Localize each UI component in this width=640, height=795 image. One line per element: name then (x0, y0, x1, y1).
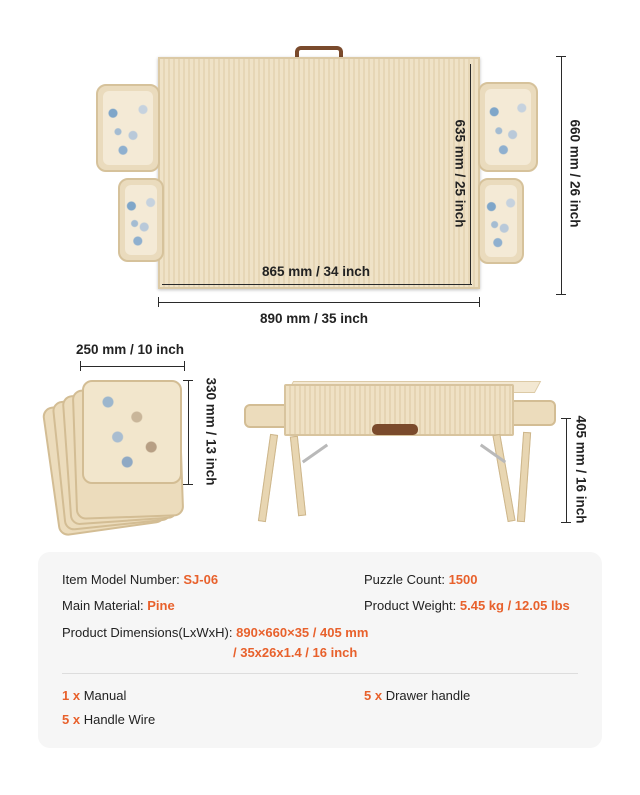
drawer-height-label: 330 mm / 13 inch (203, 377, 219, 486)
outer-width-label: 890 mm / 35 inch (260, 311, 369, 326)
drawer-right-bottom (478, 178, 524, 264)
included-item: 1 x Manual (62, 688, 127, 703)
inner-height-label: 635 mm / 25 inch (452, 119, 468, 228)
puzzle-count-value: 1500 (448, 572, 478, 587)
drawer-left-bottom (118, 178, 164, 262)
puzzle-count: Puzzle Count: 1500 (364, 572, 478, 587)
included-item: 5 x Handle Wire (62, 712, 156, 727)
product-dimensions-value-mm: 890×660×35 / 405 mm (236, 625, 369, 640)
drawer-height-line (188, 380, 189, 484)
product-weight-value: 5.45 kg / 12.05 lbs (459, 598, 570, 613)
included-item: 5 x Drawer handle (364, 688, 471, 703)
table-leg (517, 432, 531, 522)
table-height-label: 405 mm / 16 inch (573, 415, 589, 524)
puzzle-board (158, 57, 480, 289)
drawer-width-line (80, 366, 184, 367)
inner-height-line (470, 64, 471, 284)
outer-width-line (158, 302, 480, 303)
inner-width-label: 865 mm / 34 inch (262, 264, 371, 279)
model-number: Item Model Number: SJ-06 (62, 572, 219, 587)
table-leg (290, 436, 306, 516)
model-number-value: SJ-06 (183, 572, 219, 587)
outer-height-line (561, 56, 562, 294)
table-leg (258, 434, 278, 522)
leg-brace (302, 444, 328, 464)
main-material: Main Material: Pine (62, 598, 175, 613)
product-dimensions: Product Dimensions(LxWxH): 890×660×35 / 405 mm (62, 625, 369, 640)
table-handle (372, 424, 418, 435)
drawer-width-label: 250 mm / 10 inch (76, 342, 185, 357)
product-dimensions-value-inch: / 35x26x1.4 / 16 inch (233, 645, 358, 660)
main-material-value: Pine (147, 598, 175, 613)
outer-height-label: 660 mm / 26 inch (567, 119, 583, 228)
divider (62, 673, 578, 674)
drawer-left-top (96, 84, 160, 172)
table-leg (492, 434, 515, 522)
table-height-line (566, 418, 567, 522)
product-weight: Product Weight: 5.45 kg / 12.05 lbs (364, 598, 570, 613)
table-drawer-right (508, 400, 556, 426)
tray-1 (82, 380, 182, 484)
drawer-right-top (478, 82, 538, 172)
inner-width-line (162, 284, 472, 285)
